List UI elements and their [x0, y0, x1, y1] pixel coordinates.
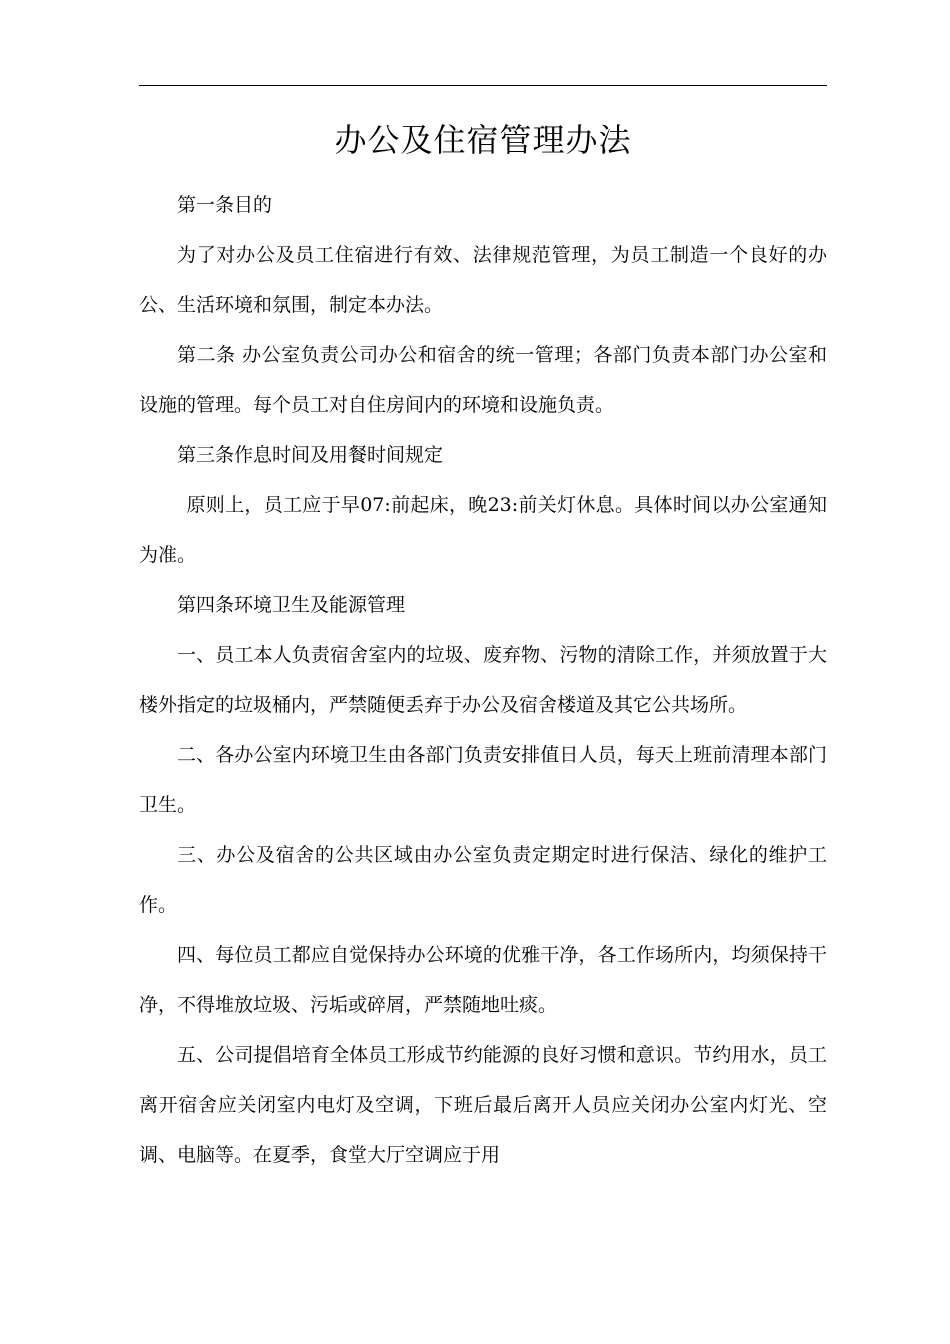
document-body	[139, 180, 827, 1180]
paragraph-article-3-body: 原则上，员工应于早07:前起床，晚23:前关灯休息。具体时间以办公室通知为准。	[139, 494, 827, 566]
paragraph-article-4-item-4: 四、每位员工都应自觉保持办公环境的优雅干净，各工作场所内，均须保持干净，不得堆放垃圾、污垢或碎屑，严禁随地吐痰。	[139, 944, 827, 1016]
paragraph-article-2: 第二条 办公室负责公司办公和宿舍的统一管理；各部门负责本部门办公室和设施的管理。每个员工对自住房间内的环境和设施负责。	[139, 344, 827, 416]
paragraph-article-1-body: 为了对办公及员工住宿进行有效、法律规范管理，为员工制造一个良好的办公、生活环境和氛围，制定本办法。	[139, 244, 827, 316]
paragraph-article-4-item-5: 五、公司提倡培育全体员工形成节约能源的良好习惯和意识。节约用水，员工离开宿舍应关闭室内电灯及空调，下班后最后离开人员应关闭办公室内灯光、空调、电脑等。在夏季，食堂大厅空调应于用	[139, 1044, 827, 1166]
paragraph-article-3-heading: 第三条作息时间及用餐时间规定	[177, 444, 444, 466]
paragraph-article-4-item-1: 一、员工本人负责宿舍室内的垃圾、废弃物、污物的清除工作，并须放置于大楼外指定的垃圾桶内，严禁随便丢弃于办公及宿舍楼道及其它公共场所。	[139, 644, 827, 716]
header-rule	[139, 85, 827, 86]
paragraph-article-1-heading: 第一条目的	[177, 194, 273, 216]
document-title: 办公及住宿管理办法	[334, 121, 632, 159]
paragraph-article-4-heading: 第四条环境卫生及能源管理	[177, 594, 406, 616]
paragraph-article-4-item-2: 二、各办公室内环境卫生由各部门负责安排值日人员，每天上班前清理本部门卫生。	[139, 744, 827, 816]
paragraph-article-4-item-3: 三、办公及宿舍的公共区域由办公室负责定期定时进行保洁、绿化的维护工作。	[139, 844, 827, 916]
